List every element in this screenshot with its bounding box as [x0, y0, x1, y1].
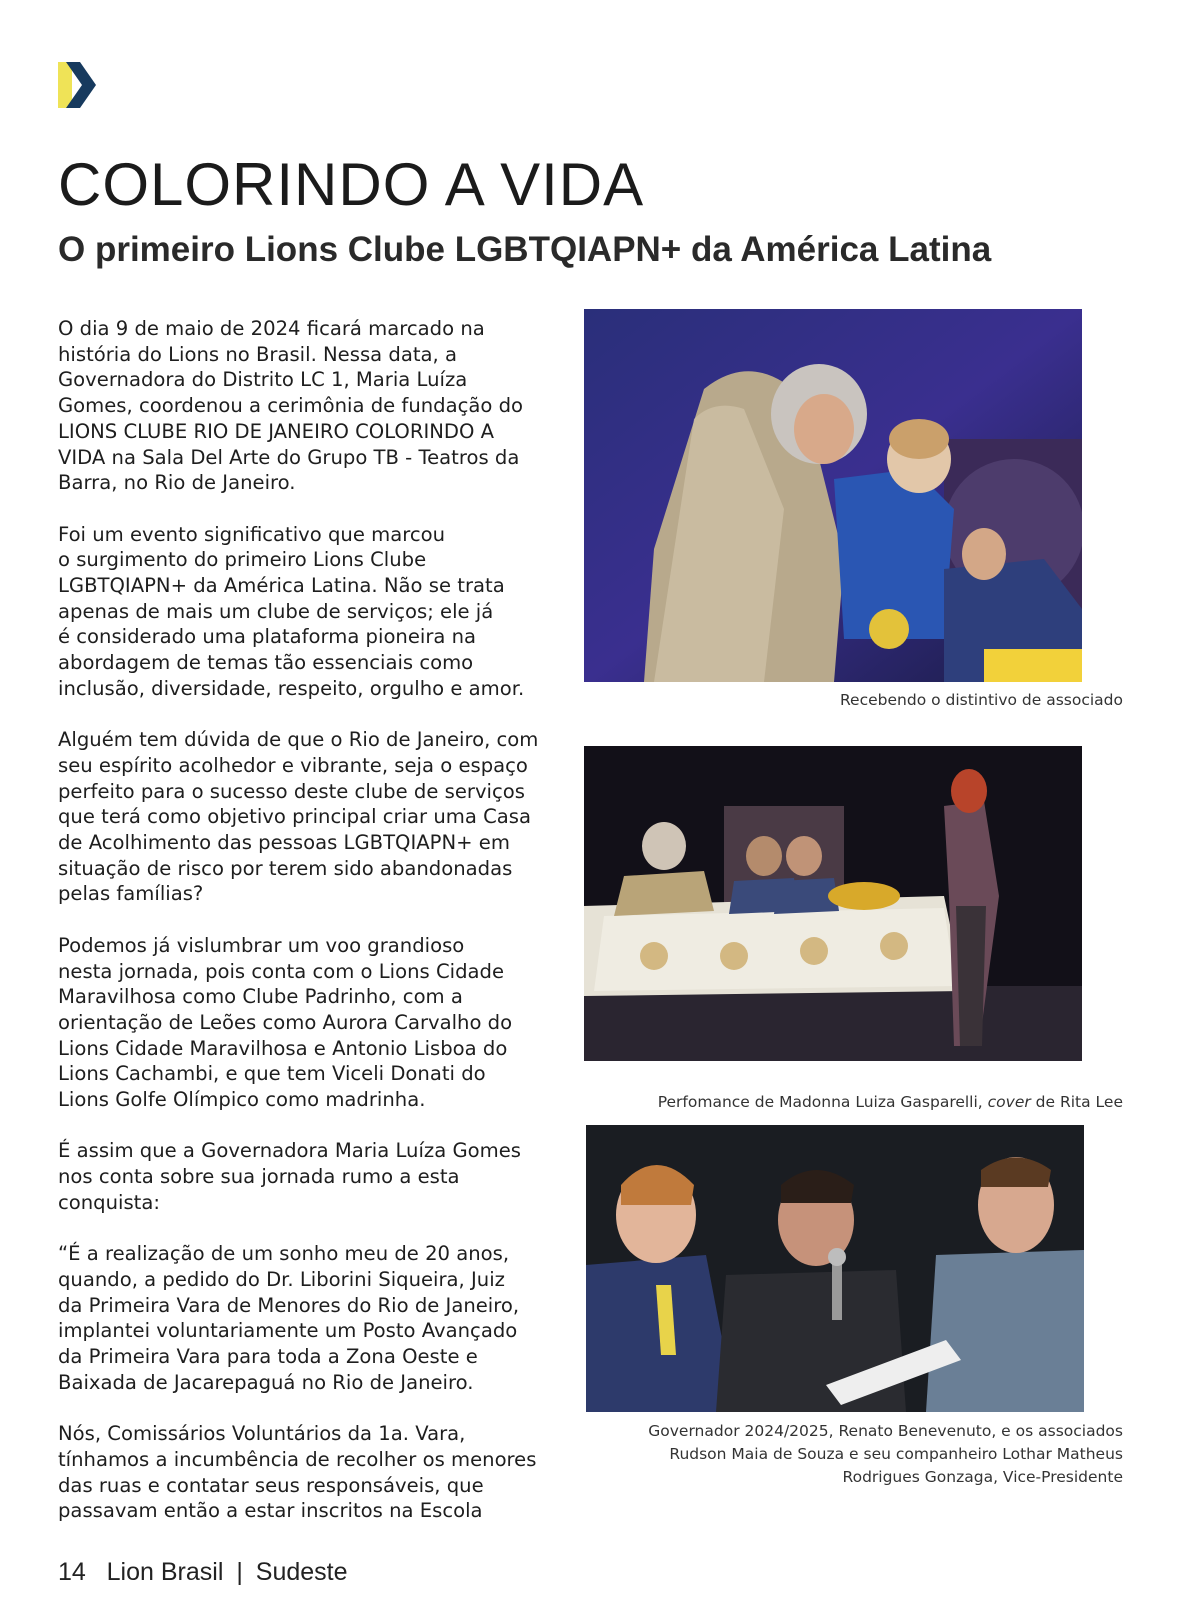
photo-caption: Governador 2024/2025, Renato Benevenuto, e os associados Rudson Maia de Souza e seu companheiro Lothar Matheus Rodrigues Gonzaga, Vice-Presidente: [648, 1422, 1123, 1486]
paragraph: Podemos já vislumbrar um voo grandioso nesta jornada, pois conta com o Lions Cidade Maravilhosa como Clube Padrinho, com a orientação de Leões como Aurora Carvalho do Lions Cidade Maravilhosa e Antonio Lisboa do Lions Cachambi, e que tem Viceli Donati do Lions Golfe Olímpico como madrinha.: [58, 933, 513, 1112]
section-name: Sudeste: [255, 1558, 348, 1586]
paragraph: O dia 9 de maio de 2024 ficará marcado na história do Lions no Brasil. Nessa data, a Governadora do Distrito LC 1, Maria Luíza Gomes, coordenou a cerimônia de fundação do LIONS CLUBE RIO DE JANEIRO COLORINDO A VIDA na Sala Del Arte do Grupo TB - Teatros da Barra, no Rio de Janeiro.: [58, 317, 524, 495]
chevron-arrow-icon: [58, 62, 100, 108]
paragraph: Alguém tem dúvida de que o Rio de Janeiro, com seu espírito acolhedor e vibrante, seja o espaço perfeito para o sucesso deste clube de serviços que terá como objetivo principal criar uma Casa de Acolhimento das pessoas LGBTQIAPN+ em situação de risco por terem sido abandonadas pelas famílias?: [58, 728, 539, 906]
article-body: [58, 316, 578, 1550]
photo-governor-associates: [586, 1125, 1084, 1412]
publication-name: Lion Brasil: [106, 1558, 224, 1586]
paragraph: Nós, Comissários Voluntários da 1a. Vara, tínhamos a incumbência de recolher os menores das ruas e contatar seus responsáveis, que passavam então a estar inscritos na Escola: [58, 1422, 537, 1523]
caption-emphasis: cover: [987, 1093, 1031, 1111]
article-title: COLORINDO A VIDA: [58, 151, 645, 218]
photo-caption: Recebendo o distintivo de associado: [839, 691, 1123, 709]
article-subtitle: O primeiro Lions Clube LGBTQIAPN+ da América Latina: [58, 230, 992, 269]
photo-badge-ceremony: [584, 309, 1082, 682]
photo-caption: [658, 1068, 1123, 1114]
paragraph: É assim que a Governadora Maria Luíza Gomes nos conta sobre sua jornada rumo a esta conquista:: [58, 1139, 521, 1214]
paragraph: “É a realização de um sonho meu de 20 anos, quando, a pedido do Dr. Liborini Siqueira, Juiz da Primeira Vara de Menores do Rio de Janeiro, implantei voluntariamente um Posto Avançado da Primeira Vara para toda a Zona Oeste e Baixada de Jacarepaguá no Rio de Janeiro.: [58, 1242, 520, 1394]
caption-text: de Rita Lee: [1030, 1093, 1123, 1111]
page-number: 14: [58, 1558, 86, 1586]
page-footer: [58, 1558, 348, 1587]
footer-separator: |: [236, 1558, 243, 1586]
caption-text: Perfomance de Madonna Luiza Gasparelli,: [657, 1093, 988, 1111]
paragraph: Foi um evento significativo que marcou o surgimento do primeiro Lions Clube LGBTQIAPN+ da América Latina. Não se trata apenas de mais um clube de serviços; ele já é considerado uma plataforma pioneira na abordagem de temas tão essenciais como inclusão, diversidade, respeito, orgulho e amor.: [58, 522, 525, 700]
photo-performance: [584, 746, 1082, 1061]
